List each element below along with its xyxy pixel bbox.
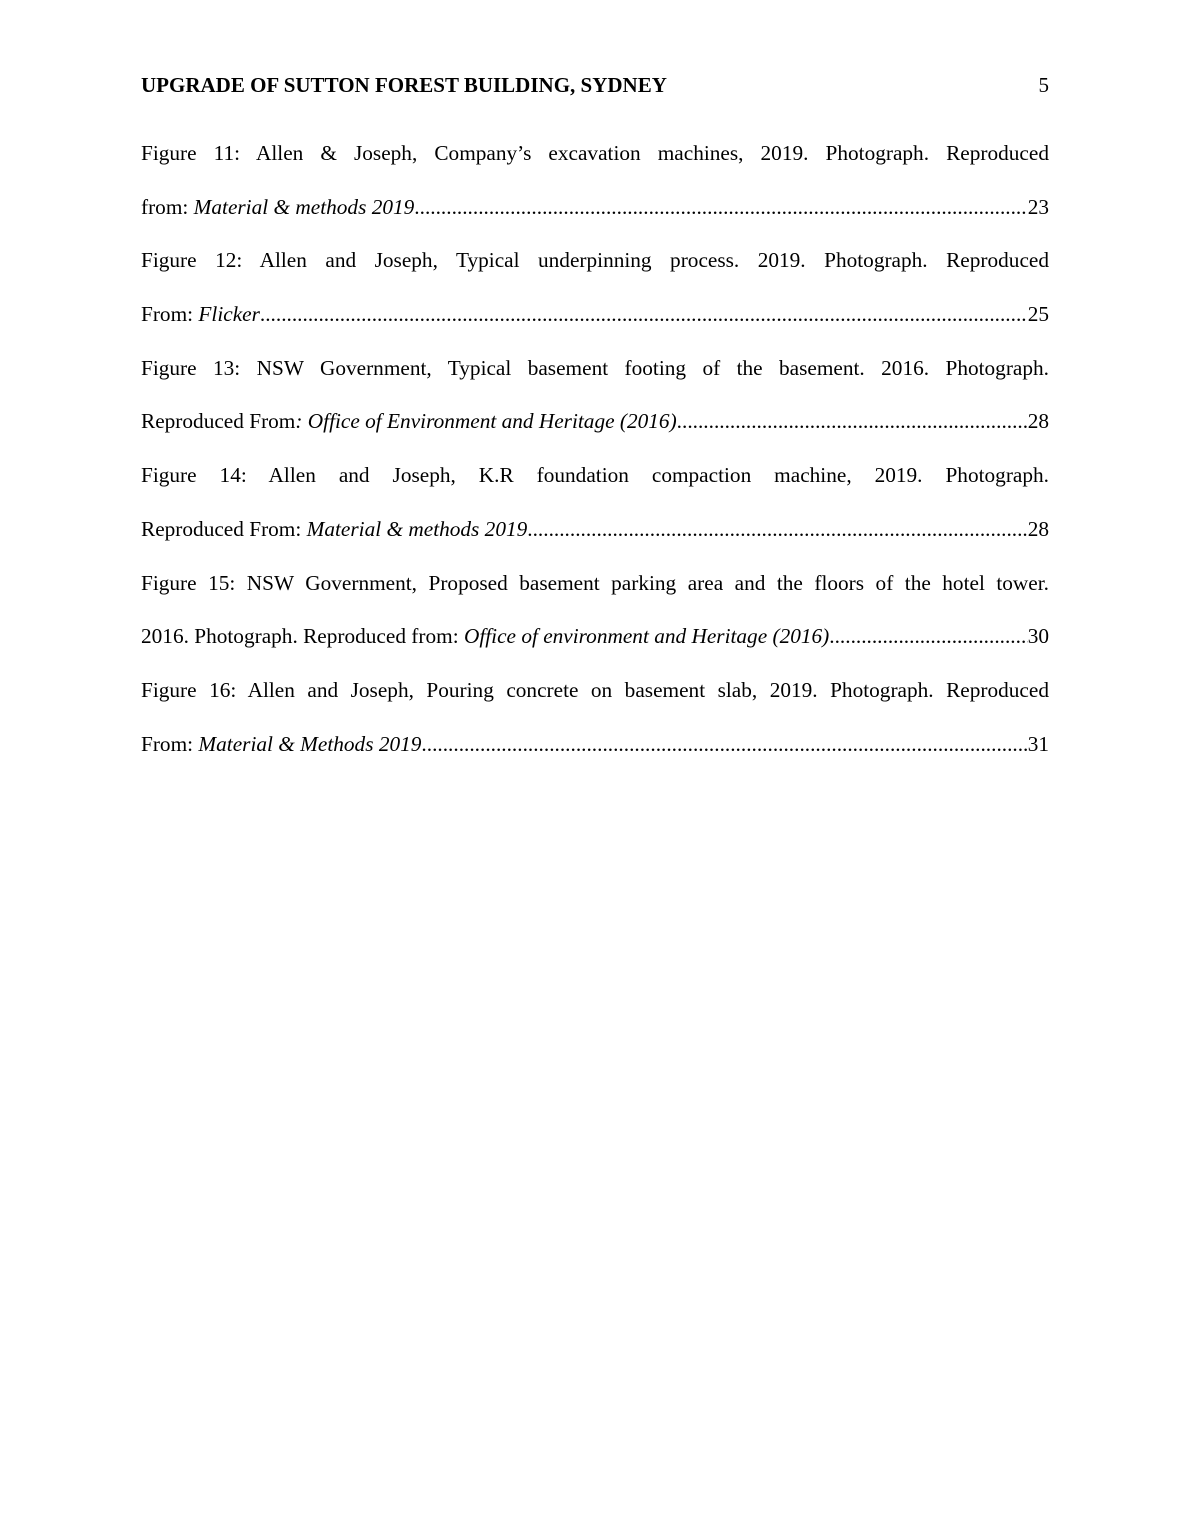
entry-source-line [141, 395, 1049, 449]
toc-entry-figure-14[interactable] [141, 449, 1049, 556]
entry-source-line [141, 181, 1049, 235]
entry-source-prefix: From: [141, 302, 199, 327]
table-of-figures [141, 127, 1049, 771]
entry-caption: Figure 16: Allen and Joseph, Pouring concrete on basement slab, 2019. Photograph. Reproduced [141, 677, 1049, 702]
toc-entry-figure-13[interactable] [141, 342, 1049, 449]
entry-caption: Figure 13: NSW Government, Typical basement footing of the basement. 2016. Photograph. [141, 355, 1049, 380]
entry-source-title: Material & methods 2019 [193, 194, 415, 219]
entry-source-title: Flicker [198, 302, 260, 327]
entry-caption: Figure 12: Allen and Joseph, Typical underpinning process. 2019. Photograph. Reproduced [141, 248, 1049, 273]
dot-leader [260, 288, 1028, 342]
toc-entry-figure-12[interactable] [141, 234, 1049, 341]
dot-leader [414, 181, 1027, 235]
entry-source-prefix: from: [141, 194, 194, 219]
toc-entry-figure-11[interactable] [141, 127, 1049, 234]
page-header [141, 68, 1049, 102]
entry-page-number: 25 [1027, 302, 1049, 327]
dot-leader [829, 610, 1027, 664]
entry-source-title: Material & methods 2019 [306, 516, 528, 541]
running-head: UPGRADE OF SUTTON FOREST BUILDING, SYDNEY [141, 73, 667, 97]
entry-source-prefix: From: [141, 731, 199, 756]
entry-page-number: 30 [1027, 624, 1049, 649]
entry-page-number: 28 [1027, 516, 1049, 541]
toc-entry-figure-15[interactable] [141, 557, 1049, 664]
entry-source-prefix: Reproduced From: [141, 516, 307, 541]
entry-source-title: : Office of Environment and Heritage (2016) [295, 409, 677, 434]
entry-caption: Figure 11: Allen & Joseph, Company’s excavation machines, 2019. Photograph. Reproduced [141, 141, 1049, 165]
entry-source-line [141, 288, 1049, 342]
entry-source-line [141, 610, 1049, 664]
entry-source-line [141, 503, 1049, 557]
entry-page-number: 31 [1027, 731, 1049, 756]
page-number: 5 [1038, 73, 1049, 97]
dot-leader [677, 395, 1028, 449]
entry-caption: Figure 14: Allen and Joseph, K.R foundation compaction machine, 2019. Photograph. [141, 463, 1049, 488]
entry-caption: Figure 15: NSW Government, Proposed basement parking area and the floors of the hotel tower. [141, 570, 1049, 595]
entry-source-title: Office of environment and Heritage (2016) [463, 624, 830, 649]
toc-entry-figure-16[interactable] [141, 664, 1049, 771]
entry-page-number: 23 [1027, 194, 1049, 219]
entry-source-line [141, 718, 1049, 772]
dot-leader [527, 503, 1027, 557]
entry-source-prefix: Reproduced From [141, 409, 296, 434]
entry-page-number: 28 [1027, 409, 1049, 434]
entry-source-title: Material & Methods 2019 [198, 731, 422, 756]
entry-source-prefix: 2016. Photograph. Reproduced from: [141, 624, 464, 649]
dot-leader [421, 718, 1027, 772]
